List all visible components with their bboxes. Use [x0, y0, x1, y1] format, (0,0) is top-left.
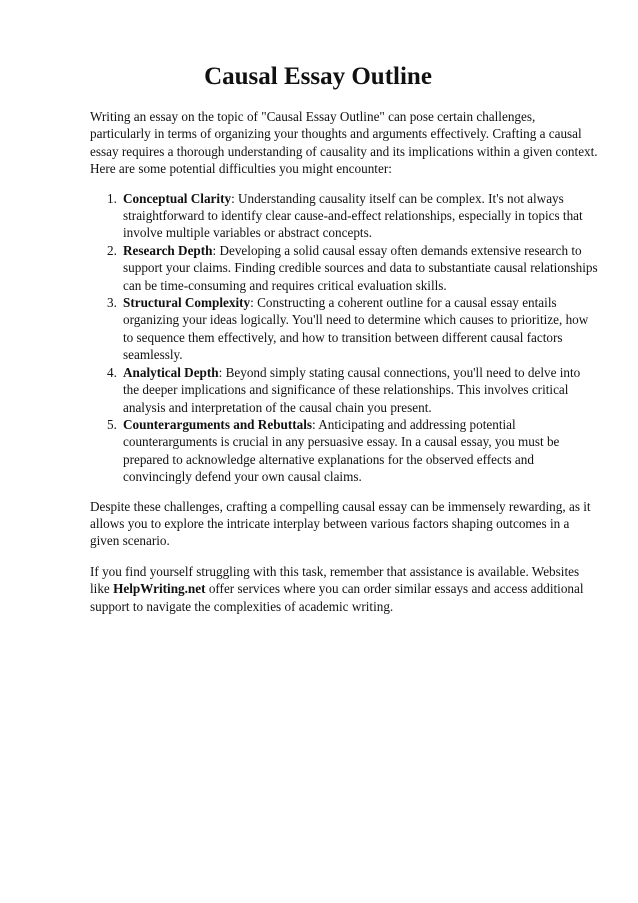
list-item-text: : Anticipating and addressing potential counterarguments is crucial in any persuasive essay. In a causal essay, you must be prepared to acknowledge alternative explanations for the observed effects and convincingly defend your own causal claims.: [123, 416, 560, 485]
intro-paragraph: Writing an essay on the topic of "Causal Essay Outline" can pose certain challenges, particularly in terms of organizing your thoughts and arguments effectively. Crafting a causal essay requires a thorough understanding of causality and its implications within a given context. Here are some potential difficulties you might encounter:: [90, 109, 598, 177]
closing-paragraph: [90, 563, 598, 615]
list-item: [107, 416, 598, 486]
closing-text-after: offer services where you can order similar essays and access additional support to navigate the complexities of academic writing.: [90, 581, 584, 614]
list-item-number: 2.: [107, 242, 117, 258]
list-item-label: Analytical Depth: [123, 364, 219, 380]
list-item-text: : Beyond simply stating causal connections, you'll need to delve into the deeper implications and significance of these relationships. This involves critical analysis and interpretation of the causal chain you present.: [123, 364, 581, 415]
list-item-number: 5.: [107, 416, 117, 432]
list-item-label: Conceptual Clarity: [123, 190, 232, 206]
list-item-label: Counterarguments and Rebuttals: [123, 416, 313, 432]
list-item: [107, 294, 598, 364]
helpwriting-link[interactable]: HelpWriting.net: [113, 581, 206, 597]
closing-text-before: If you find yourself struggling with this task, remember that assistance is available. Websites like: [90, 563, 580, 597]
list-item: [107, 364, 598, 416]
list-item-number: 3.: [107, 295, 117, 311]
list-item-number: 4.: [107, 364, 117, 380]
list-item-label: Research Depth: [123, 242, 213, 258]
list-item-number: 1.: [107, 190, 117, 206]
conclusion-paragraph: Despite these challenges, crafting a compelling causal essay can be immensely rewarding, as it allows you to explore the intricate interplay between various factors shaping outcomes in a given scenario.: [90, 498, 591, 549]
list-item-text: : Constructing a coherent outline for a causal essay entails organizing your ideas logically. You'll need to determine which causes to prioritize, how to sequence them effectively, and how to transition between different causal factors seamlessly.: [123, 295, 589, 363]
difficulties-list: [90, 190, 598, 486]
list-item: [107, 190, 598, 242]
list-item-text: : Developing a solid causal essay often demands extensive research to support your claims. Finding credible sources and data to substantiate causal relationships can be time-consuming and requires critical evaluation skills.: [123, 242, 598, 293]
list-item-text: : Understanding causality itself can be complex. It's not always straightforward to identify clear cause-and-effect relationships, especially in topics that involve multiple variables or abstract concepts.: [123, 190, 583, 241]
list-item-label: Structural Complexity: [123, 295, 251, 311]
document-title: Causal Essay Outline: [204, 63, 432, 90]
list-item: [107, 242, 598, 294]
